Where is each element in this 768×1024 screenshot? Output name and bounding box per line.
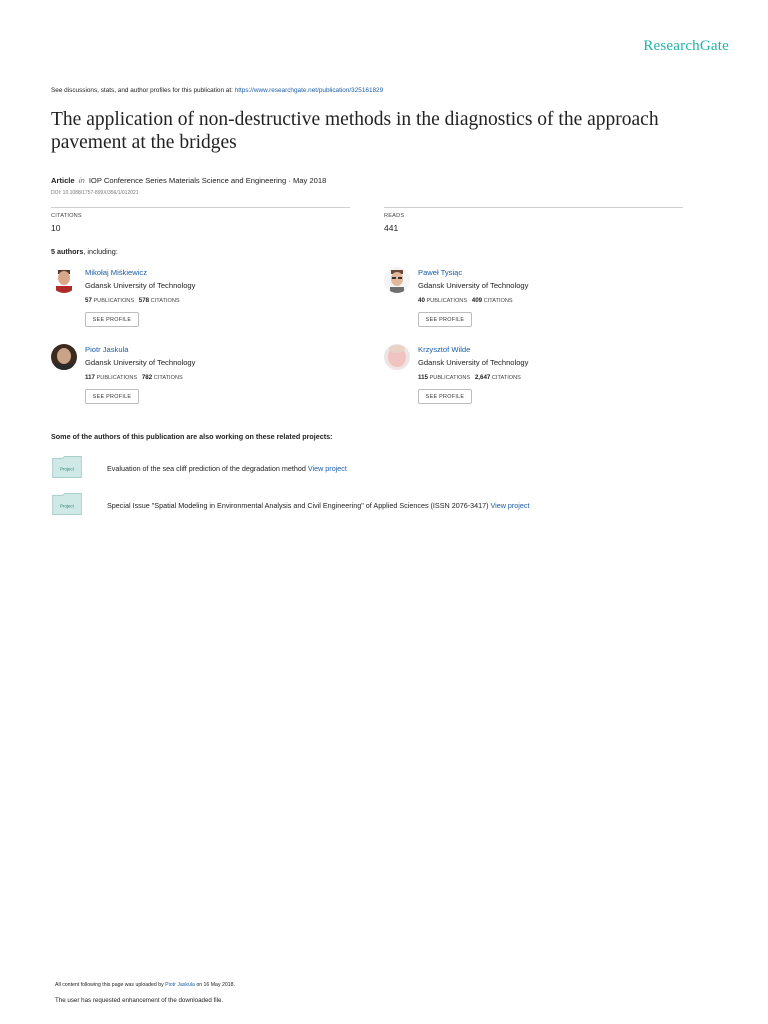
doi: DOI: 10.1088/1757-899X/356/1/012021 [51,190,139,196]
article-venue: IOP Conference Series Materials Science and Engineering · May 2018 [88,176,327,185]
see-profile-button[interactable]: SEE PROFILE [418,389,472,404]
citations-label: CITATIONS [483,298,513,304]
upload-note [55,982,235,988]
citations-label: CITATIONS [153,375,183,381]
upload-prefix: All content following this page was uploaded by [55,982,166,988]
project-description [107,464,347,473]
see-profile-button[interactable]: SEE PROFILE [418,312,472,327]
author-institution: Gdansk University of Technology [85,281,196,290]
article-meta [51,176,326,185]
author-institution: Gdansk University of Technology [418,281,529,290]
reads-value: 441 [384,223,399,233]
publications-label: PUBLICATIONS [96,375,138,381]
author-stats [418,297,513,304]
project-icon-label: Project [60,503,74,509]
author-name[interactable]: Paweł Tysiąc [418,268,463,277]
enhancement-note: The user has requested enhancement of the downloaded file. [55,997,224,1004]
author-name[interactable]: Krzysztof Wilde [418,345,471,354]
citations-count: 782 [141,374,153,381]
authors-count-bold: 5 authors [51,247,84,256]
author-institution: Gdansk University of Technology [418,358,529,367]
researchgate-logo[interactable]: ResearchGate [643,38,729,54]
discussion-line [51,87,383,94]
publications-count: 115 [418,374,428,381]
publications-count: 117 [85,374,95,381]
project-title: Evaluation of the sea cliff prediction of the degradation method [107,464,308,473]
project-description [107,501,530,510]
publications-label: PUBLICATIONS [429,375,471,381]
citations-count: 2,647 [474,374,491,381]
citations-label: CITATIONS [51,213,82,219]
reads-label: READS [384,213,405,219]
article-type: Article [51,176,75,185]
project-folder-icon [52,493,82,515]
uploader-link[interactable]: Piotr Jaskula [165,982,195,988]
avatar[interactable] [384,344,410,370]
upload-suffix: on 16 May 2018. [194,982,235,988]
view-project-link[interactable]: View project [307,464,347,473]
publications-label: PUBLICATIONS [426,298,468,304]
project-folder-icon [52,456,82,478]
avatar-photo-icon [384,267,410,293]
project-item [52,456,82,483]
projects-heading: Some of the authors of this publication are also working on these related projects: [51,432,333,441]
avatar-photo-icon [384,344,410,370]
project-title: Special Issue "Spatial Modeling in Environmental Analysis and Civil Engineering" of Applied Sciences (ISSN 2076-3417) [107,501,491,510]
author-card [384,344,684,414]
citations-label: CITATIONS [491,375,521,381]
citations-count: 409 [471,297,483,304]
avatar-photo-icon [51,344,77,370]
author-institution: Gdansk University of Technology [85,358,196,367]
author-card [384,267,684,337]
publications-count: 57 [85,297,92,304]
publication-link[interactable]: https://www.researchgate.net/publication/325161829 [234,87,384,94]
author-card [51,267,351,337]
avatar[interactable] [51,267,77,293]
see-profile-button[interactable]: SEE PROFILE [85,312,139,327]
authors-count [51,247,118,256]
author-stats [418,374,521,381]
divider-citations [51,207,350,208]
publications-label: PUBLICATIONS [93,298,135,304]
author-stats [85,374,183,381]
citations-count: 578 [138,297,150,304]
article-in: in [78,176,85,185]
avatar[interactable] [384,267,410,293]
project-icon-label: Project [60,466,74,472]
view-project-link[interactable]: View project [490,501,530,510]
citations-value: 10 [51,223,61,233]
see-profile-button[interactable]: SEE PROFILE [85,389,139,404]
project-item [52,493,82,520]
divider-reads [384,207,683,208]
discussion-text: See discussions, stats, and author profiles for this publication at: [51,87,235,94]
author-card [51,344,351,414]
author-name[interactable]: Mikołaj Miśkiewicz [85,268,148,277]
avatar-photo-icon [51,267,77,293]
authors-count-rest: , including: [83,247,118,256]
author-name[interactable]: Piotr Jaskula [85,345,129,354]
author-stats [85,297,180,304]
publications-count: 40 [418,297,425,304]
avatar[interactable] [51,344,77,370]
publication-title: The application of non-destructive methods in the diagnostics of the approach pavement at the bridges [51,109,659,153]
citations-label: CITATIONS [150,298,180,304]
